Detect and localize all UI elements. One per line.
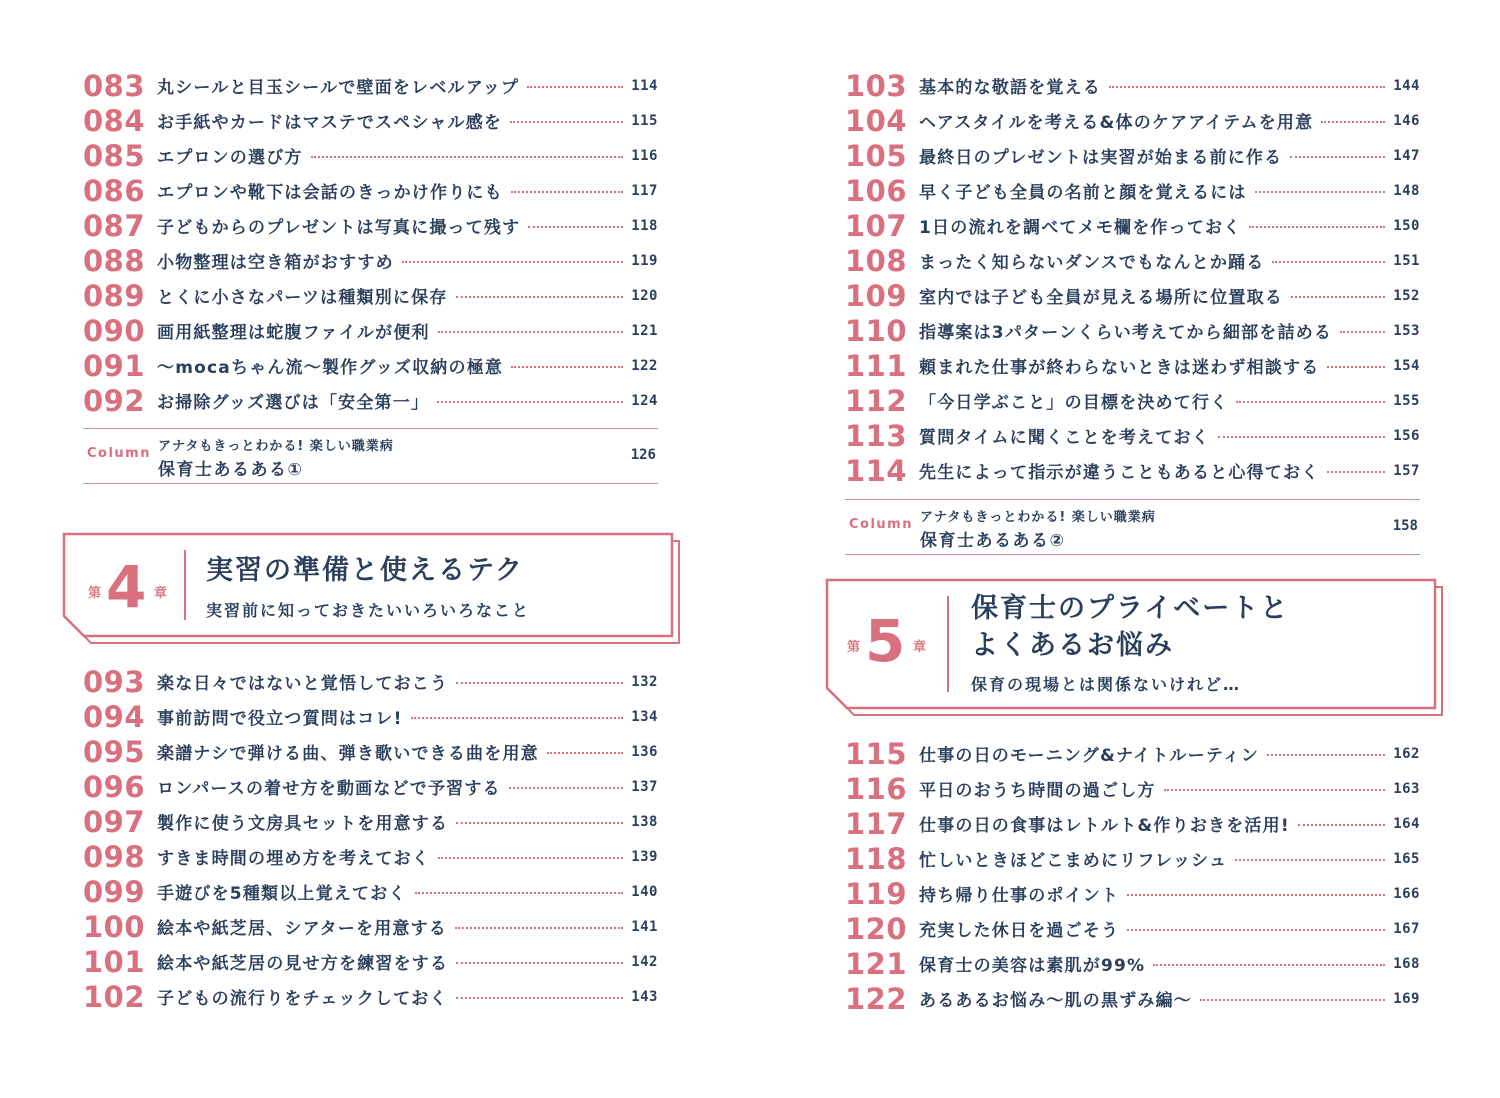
entry-page: 162 <box>1393 745 1420 762</box>
entry-title: 基本的な敬語を覚える <box>919 78 1101 98</box>
toc-entry[interactable] <box>845 243 1420 278</box>
toc-entry[interactable] <box>83 243 658 278</box>
entry-page: 137 <box>631 778 658 795</box>
chapter-title-line2: よくあるお悩み <box>971 630 1174 661</box>
entry-number: 101 <box>83 944 146 979</box>
entry-title: エプロンや靴下は会話のきっかけ作りにも <box>157 183 503 203</box>
dotted-leader <box>402 261 623 263</box>
toc-entry[interactable] <box>83 874 658 909</box>
chapter-suffix: 章 <box>154 586 168 601</box>
entry-number: 119 <box>845 876 908 911</box>
dotted-leader <box>1272 261 1385 263</box>
entry-page: 147 <box>1393 147 1420 164</box>
entry-page: 114 <box>631 77 658 94</box>
entry-number: 120 <box>845 911 908 946</box>
chapter-5-header[interactable] <box>825 578 1445 718</box>
entry-number: 108 <box>845 243 908 278</box>
toc-entry[interactable] <box>83 664 658 699</box>
toc-entry[interactable] <box>83 173 658 208</box>
column-entry[interactable] <box>845 499 1420 555</box>
entry-number: 109 <box>845 278 908 313</box>
dotted-leader <box>1127 894 1385 896</box>
dotted-leader <box>511 191 623 193</box>
toc-entry[interactable] <box>845 453 1420 488</box>
dotted-leader <box>438 331 624 333</box>
toc-entry[interactable] <box>83 769 658 804</box>
toc-entry[interactable] <box>83 979 658 1014</box>
entry-page: 116 <box>631 147 658 164</box>
dotted-leader <box>547 752 623 754</box>
toc-entry[interactable] <box>845 313 1420 348</box>
dotted-leader <box>1127 929 1385 931</box>
dotted-leader <box>437 401 623 403</box>
entry-number: 093 <box>83 664 146 699</box>
entry-page: 156 <box>1393 427 1420 444</box>
toc-entry[interactable] <box>83 734 658 769</box>
entry-title: 製作に使う文房具セットを用意する <box>157 814 449 834</box>
dotted-leader <box>527 86 623 88</box>
entry-page: 124 <box>631 392 658 409</box>
entry-number: 094 <box>83 699 146 734</box>
entry-page: 146 <box>1393 112 1420 129</box>
entry-page: 121 <box>631 322 658 339</box>
entry-page: 155 <box>1393 392 1420 409</box>
entry-number: 110 <box>845 313 908 348</box>
toc-entry[interactable] <box>845 348 1420 383</box>
entry-number: 091 <box>83 348 146 383</box>
entry-number: 114 <box>845 453 908 488</box>
column-section <box>83 428 658 484</box>
toc-entry[interactable] <box>845 981 1420 1016</box>
entry-page: 153 <box>1393 322 1420 339</box>
entry-page: 154 <box>1393 357 1420 374</box>
entry-number: 103 <box>845 68 908 103</box>
entry-page: 166 <box>1393 885 1420 902</box>
dotted-leader <box>1164 789 1386 791</box>
entry-page: 169 <box>1393 990 1420 1007</box>
entry-number: 087 <box>83 208 146 243</box>
entry-page: 138 <box>631 813 658 830</box>
entry-number: 105 <box>845 138 908 173</box>
entry-title: とくに小さなパーツは種類別に保存 <box>157 288 448 308</box>
entry-title: 持ち帰り仕事のポイント <box>919 886 1120 906</box>
entry-title: エプロンの選び方 <box>157 148 303 168</box>
entry-title: 最終日のプレゼントは実習が始まる前に作る <box>919 148 1283 168</box>
chapter-divider <box>184 550 186 620</box>
toc-list-115-122 <box>845 736 1420 1016</box>
entry-number: 102 <box>83 979 146 1014</box>
dotted-leader <box>528 226 623 228</box>
dotted-leader <box>509 787 623 789</box>
dotted-leader <box>415 892 624 894</box>
dotted-leader <box>456 997 624 999</box>
entry-title: 室内では子ども全員が見える場所に位置取る <box>919 288 1283 308</box>
entry-number: 090 <box>83 313 146 348</box>
entry-title: 指導案は3パターンくらい考えてから細部を詰める <box>919 323 1333 343</box>
entry-title: 楽な日々ではないと覚悟しておこう <box>157 674 449 694</box>
entry-title: すきま時間の埋め方を考えておく <box>157 849 430 869</box>
dotted-leader <box>1153 964 1385 966</box>
entry-title: あるあるお悩み～肌の黒ずみ編～ <box>919 991 1192 1011</box>
dotted-leader <box>1290 156 1385 158</box>
toc-entry[interactable] <box>83 944 658 979</box>
entry-page: 134 <box>631 708 658 725</box>
dotted-leader <box>456 682 623 684</box>
entry-page: 140 <box>631 883 658 900</box>
toc-entry[interactable] <box>83 278 658 313</box>
toc-entry[interactable] <box>845 946 1420 981</box>
entry-title: 絵本や紙芝居、シアターを用意する <box>157 919 448 939</box>
entry-page: 167 <box>1393 920 1420 937</box>
entry-page: 143 <box>631 988 658 1005</box>
entry-number: 122 <box>845 981 908 1016</box>
toc-entry[interactable] <box>83 138 658 173</box>
entry-title: 質問タイムに聞くことを考えておく <box>919 428 1210 448</box>
toc-entry[interactable] <box>845 841 1420 876</box>
entry-title: 楽譜ナシで弾ける曲、弾き歌いできる曲を用意 <box>157 744 539 764</box>
column-page: 126 <box>630 447 656 463</box>
entry-number: 116 <box>845 771 908 806</box>
toc-entry[interactable] <box>845 138 1420 173</box>
entry-page: 115 <box>631 112 658 129</box>
toc-entry[interactable] <box>83 909 658 944</box>
chapter-suffix: 章 <box>913 640 927 655</box>
toc-entry[interactable] <box>83 103 658 138</box>
entry-number: 096 <box>83 769 146 804</box>
dotted-leader <box>1298 824 1385 826</box>
entry-number: 089 <box>83 278 146 313</box>
toc-entry[interactable] <box>845 208 1420 243</box>
entry-number: 098 <box>83 839 146 874</box>
dotted-leader <box>511 366 623 368</box>
entry-title: 先生によって指示が違うこともあると心得ておく <box>919 463 1320 483</box>
entry-title: 子どもからのプレゼントは写真に撮って残す <box>157 218 521 238</box>
entry-page: 157 <box>1393 462 1420 479</box>
toc-entry[interactable] <box>845 173 1420 208</box>
entry-title: 子どもの流行りをチェックしておく <box>157 989 448 1009</box>
dotted-leader <box>456 822 623 824</box>
entry-title: 平日のおうち時間の過ごし方 <box>919 781 1156 801</box>
entry-title: お手紙やカードはマステでスペシャル感を <box>157 113 503 133</box>
entry-number: 095 <box>83 734 146 769</box>
entry-number: 107 <box>845 208 908 243</box>
entry-number: 099 <box>83 874 146 909</box>
entry-title: ヘアスタイルを考える&体のケアアイテムを用意 <box>919 113 1314 133</box>
chapter-title: 実習の準備と使えるテク <box>206 555 524 586</box>
column-title: 保育士あるある② <box>920 531 1066 551</box>
entry-number: 115 <box>845 736 908 771</box>
entry-number: 113 <box>845 418 908 453</box>
column-entry[interactable] <box>83 428 658 484</box>
entry-title: 絵本や紙芝居の見せ方を練習をする <box>157 954 449 974</box>
dotted-leader <box>1327 366 1385 368</box>
entry-number: 106 <box>845 173 908 208</box>
column-label: Column <box>849 517 913 532</box>
toc-entry[interactable] <box>845 383 1420 418</box>
dotted-leader <box>1321 121 1385 123</box>
entry-page: 141 <box>631 918 658 935</box>
entry-page: 144 <box>1393 77 1420 94</box>
entry-number: 117 <box>845 806 908 841</box>
entry-title: お掃除グッズ選びは「安全第一」 <box>157 393 430 413</box>
entry-page: 168 <box>1393 955 1420 972</box>
entry-title: 事前訪問で役立つ質問はコレ! <box>157 709 403 729</box>
entry-title: 手遊びを5種類以上覚えておく <box>157 884 407 904</box>
toc-entry[interactable] <box>83 68 658 103</box>
entry-title: 忙しいときほどこまめにリフレッシュ <box>919 851 1228 871</box>
chapter-number: 5 <box>865 607 906 675</box>
chapter-title-line1: 保育士のプライベートと <box>971 593 1290 624</box>
entry-title: 丸シールと目玉シールで壁面をレベルアップ <box>157 78 520 98</box>
entry-page: 152 <box>1393 287 1420 304</box>
toc-entry[interactable] <box>83 804 658 839</box>
column-page: 158 <box>1392 518 1418 534</box>
chapter-prefix: 第 <box>88 586 102 601</box>
chapter-number: 4 <box>106 553 147 621</box>
entry-number: 118 <box>845 841 908 876</box>
entry-number: 088 <box>83 243 146 278</box>
entry-page: 163 <box>1393 780 1420 797</box>
entry-title: 1日の流れを調べてメモ欄を作っておく <box>919 218 1242 238</box>
toc-entry[interactable] <box>845 418 1420 453</box>
dotted-leader <box>1291 296 1385 298</box>
column-title: 保育士あるある① <box>158 460 304 480</box>
dotted-leader <box>1267 754 1385 756</box>
toc-entry[interactable] <box>845 68 1420 103</box>
toc-list-103-114 <box>845 68 1420 488</box>
entry-title: 保育士の美容は素肌が99% <box>919 956 1146 976</box>
entry-number: 085 <box>83 138 146 173</box>
entry-number: 084 <box>83 103 146 138</box>
chapter-subtitle: 保育の現場とは関係ないけれど… <box>971 675 1242 694</box>
dotted-leader <box>1218 436 1385 438</box>
dotted-leader <box>510 121 623 123</box>
toc-entry[interactable] <box>845 278 1420 313</box>
entry-page: 117 <box>631 182 658 199</box>
dotted-leader <box>311 156 624 158</box>
toc-entry[interactable] <box>83 208 658 243</box>
entry-page: 132 <box>631 673 658 690</box>
dotted-leader <box>456 962 623 964</box>
entry-number: 097 <box>83 804 146 839</box>
entry-page: 139 <box>631 848 658 865</box>
column-subtitle: アナタもきっとわかる! 楽しい職業病 <box>920 510 1156 525</box>
column-section <box>845 499 1420 555</box>
entry-number: 092 <box>83 383 146 418</box>
toc-entry[interactable] <box>83 313 658 348</box>
dotted-leader <box>1340 331 1385 333</box>
chapter-prefix: 第 <box>847 640 861 655</box>
dotted-leader <box>1255 191 1386 193</box>
toc-entry[interactable] <box>845 771 1420 806</box>
entry-page: 122 <box>631 357 658 374</box>
entry-number: 100 <box>83 909 146 944</box>
entry-title: 早く子ども全員の名前と顔を覚えるには <box>919 183 1247 203</box>
entry-title: まったく知らないダンスでもなんとか踊る <box>919 253 1265 273</box>
toc-entry[interactable] <box>83 699 658 734</box>
toc-entry[interactable] <box>845 911 1420 946</box>
entry-page: 148 <box>1393 182 1420 199</box>
dotted-leader <box>1236 401 1385 403</box>
dotted-leader <box>1109 86 1385 88</box>
entry-title: 「今日学ぶこと」の目標を決めて行く <box>919 393 1229 413</box>
toc-entry[interactable] <box>845 103 1420 138</box>
entry-page: 119 <box>631 252 658 269</box>
entry-page: 142 <box>631 953 658 970</box>
entry-number: 104 <box>845 103 908 138</box>
toc-entry[interactable] <box>83 348 658 383</box>
dotted-leader <box>1327 471 1385 473</box>
chapter-4-header[interactable] <box>62 532 682 647</box>
entry-page: 120 <box>631 287 658 304</box>
entry-title: 画用紙整理は蛇腹ファイルが便利 <box>157 323 430 343</box>
entry-page: 164 <box>1393 815 1420 832</box>
entry-title: 仕事の日のモーニング&ナイトルーティン <box>919 746 1260 766</box>
entry-title: 小物整理は空き箱がおすすめ <box>157 253 394 273</box>
toc-entry[interactable] <box>845 736 1420 771</box>
dotted-leader <box>1249 226 1385 228</box>
entry-number: 083 <box>83 68 146 103</box>
entry-title: 頼まれた仕事が終わらないときは迷わず相談する <box>919 358 1320 378</box>
dotted-leader <box>456 296 624 298</box>
entry-page: 151 <box>1393 252 1420 269</box>
toc-list-083-092 <box>83 68 658 418</box>
column-subtitle: アナタもきっとわかる! 楽しい職業病 <box>158 439 394 454</box>
entry-number: 086 <box>83 173 146 208</box>
entry-number: 112 <box>845 383 908 418</box>
chapter-divider <box>947 596 949 692</box>
entry-number: 121 <box>845 946 908 981</box>
column-label: Column <box>87 446 151 461</box>
entry-title: 充実した休日を過ごそう <box>919 921 1120 941</box>
entry-title: ～mocaちゃん流～製作グッズ収納の極意 <box>157 358 504 378</box>
dotted-leader <box>438 857 623 859</box>
entry-title: 仕事の日の食事はレトルト&作りおきを活用! <box>919 816 1290 836</box>
toc-entry[interactable] <box>83 839 658 874</box>
toc-entry[interactable] <box>845 806 1420 841</box>
dotted-leader <box>1200 999 1385 1001</box>
entry-page: 150 <box>1393 217 1420 234</box>
chapter-subtitle: 実習前に知っておきたいいろいろなこと <box>206 601 531 620</box>
entry-title: ロンパースの着せ方を動画などで予習する <box>157 779 501 799</box>
dotted-leader <box>411 717 624 719</box>
dotted-leader <box>455 927 623 929</box>
toc-list-093-102 <box>83 664 658 1014</box>
toc-entry[interactable] <box>845 876 1420 911</box>
dotted-leader <box>1235 859 1385 861</box>
entry-page: 165 <box>1393 850 1420 867</box>
entry-page: 118 <box>631 217 658 234</box>
toc-entry[interactable] <box>83 383 658 418</box>
entry-page: 136 <box>631 743 658 760</box>
entry-number: 111 <box>845 348 908 383</box>
